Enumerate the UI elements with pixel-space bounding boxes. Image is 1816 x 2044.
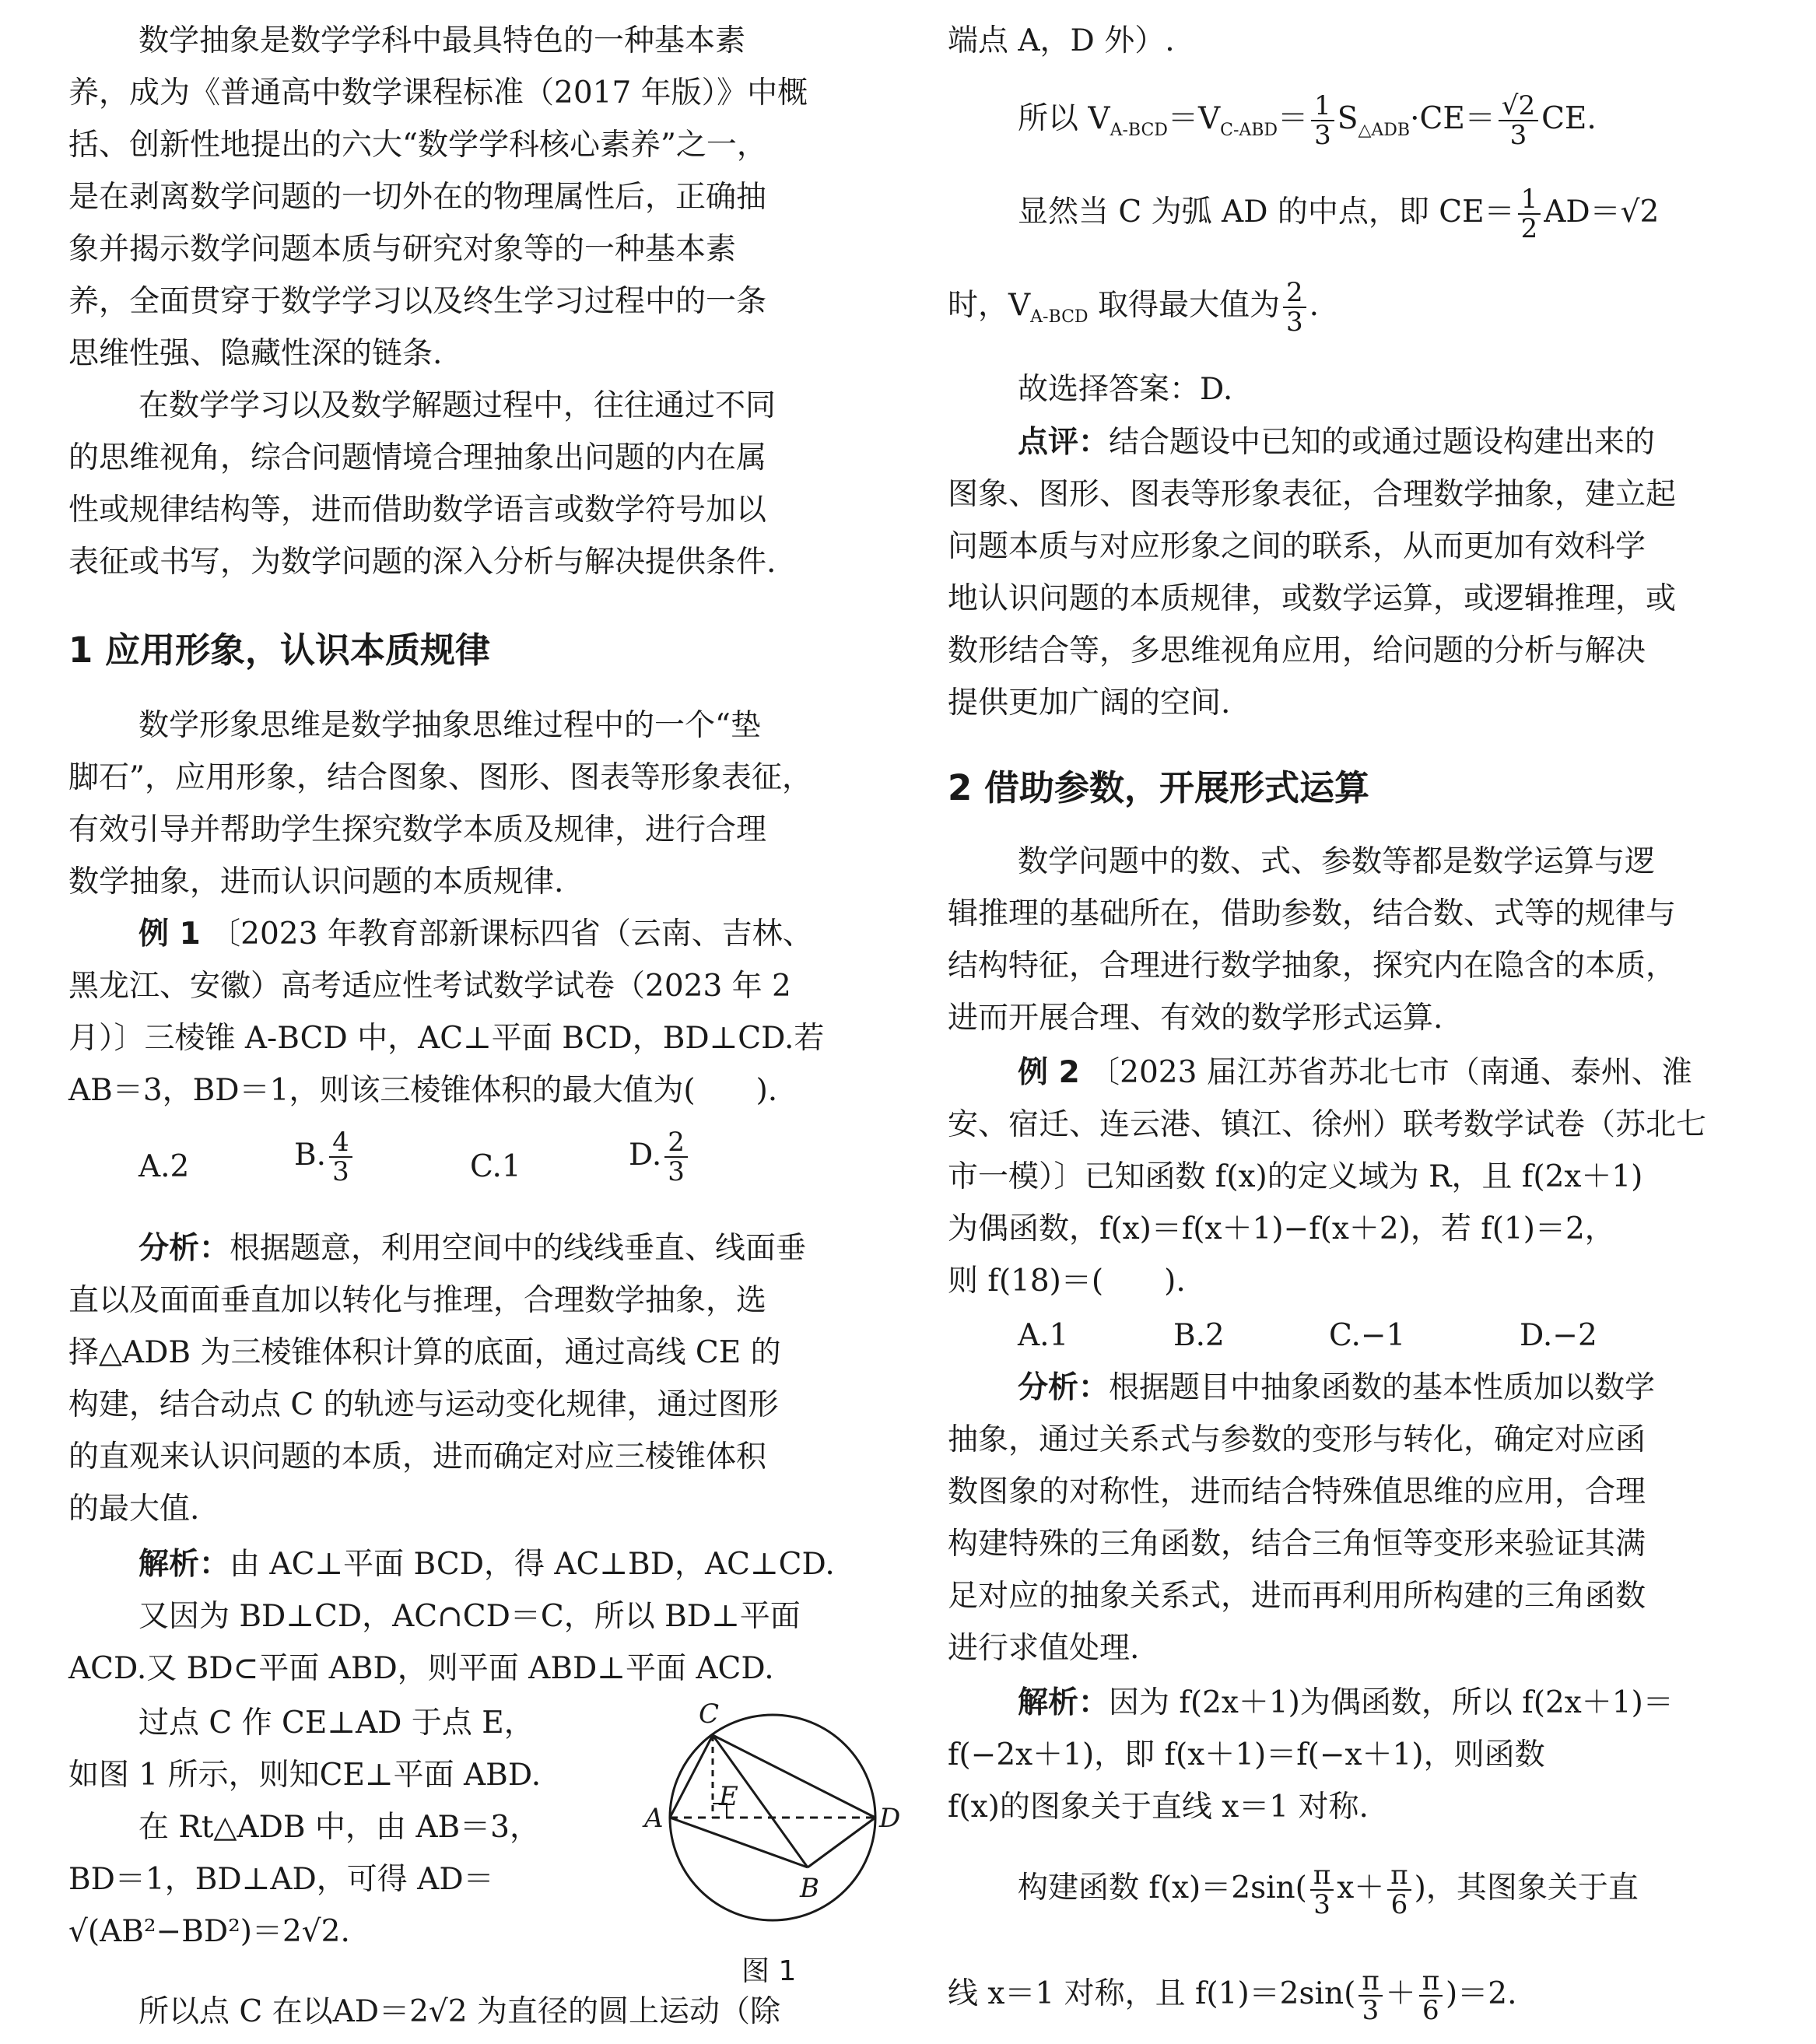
solution-line: [1018, 1685, 1674, 1721]
formula-part: ＋: [1385, 1976, 1416, 2011]
fraction: [1419, 1967, 1443, 2025]
formula-part: S: [1337, 101, 1358, 136]
fraction: [329, 1128, 352, 1186]
text-line: 括、创新性地提出的六大“数学学科核心素养”之一，: [68, 128, 767, 163]
text-line: 直以及面面垂直加以转化与推理，合理数学抽象，选: [68, 1283, 767, 1318]
text-line: 问题本质与对应形象之间的联系，从而更加有效科学: [948, 529, 1646, 564]
example-label: 例 2: [1018, 1055, 1080, 1090]
subscript: C-ABD: [1220, 120, 1278, 140]
fraction-num: 1: [1311, 92, 1334, 121]
text-line: 数学形象思维是数学抽象思维过程中的一个“垫: [138, 708, 761, 743]
text-line: 的思维视角，综合问题情境合理抽象出问题的内在属: [68, 440, 767, 475]
comment-line: [1018, 425, 1655, 461]
formula-part: )，其图象关于直: [1414, 1870, 1639, 1906]
fraction: [664, 1128, 688, 1186]
fraction-den: 2: [1520, 213, 1538, 244]
text-line: 黑龙江、安徽）高考适应性考试数学试卷（2023 年 2: [68, 969, 791, 1004]
choice-c: C.1: [470, 1149, 521, 1184]
analysis-label: 分析：: [1018, 1370, 1110, 1405]
text-line: 脚石”，应用形象，结合图象、图形、图表等形象表征，: [68, 760, 812, 795]
formula-part: AD＝√2: [1544, 195, 1660, 230]
fraction-den: 3: [332, 1156, 349, 1187]
example-line: [138, 917, 813, 952]
text-line: AB＝3，BD＝1，则该三棱锥体积的最大值为( ).: [68, 1073, 778, 1108]
example-text: 〔2023 届江苏省苏北七市（南通、泰州、淮: [1089, 1055, 1692, 1090]
formula-part: ＝: [1278, 101, 1309, 136]
fraction-den: 6: [1390, 1889, 1408, 1920]
text-line: 安、宿迁、连云港、镇江、徐州）联考数学试卷（苏北七: [948, 1107, 1707, 1142]
solution-text: 因为 f(2x＋1)为偶函数，所以 f(2x＋1)＝: [1109, 1685, 1674, 1720]
example-line: [1018, 1055, 1692, 1091]
example-label: 例 1: [138, 917, 201, 952]
analysis-text: 根据题意，利用空间中的线线垂直、线面垂: [230, 1231, 807, 1266]
formula-line: [1018, 1861, 1639, 1919]
section-heading: 2 借助参数，开展形式运算: [948, 767, 1369, 808]
text-line: 数学抽象是数学学科中最具特色的一种基本素: [138, 23, 746, 58]
formula-line: [1018, 92, 1597, 149]
label-c: C: [699, 1699, 720, 1730]
text-line: 择△ADB 为三棱锥体积计算的底面，通过高线 CE 的: [68, 1335, 781, 1370]
section-heading: 1 应用形象，认识本质规律: [68, 629, 490, 671]
text-line: 数学问题中的数、式、参数等都是数学运算与逻: [1018, 844, 1656, 879]
text-line: 有效引导并帮助学生探究数学本质及规律，进行合理: [68, 812, 767, 847]
edge-ab: [670, 1818, 808, 1867]
text-line: 的最大值.: [68, 1492, 200, 1527]
text-line: 养，全面贯穿于数学学习以及终生学习过程中的一条: [68, 284, 767, 319]
text-line: 市一模）〕已知函数 f(x)的定义域为 R，且 f(2x＋1): [948, 1159, 1643, 1194]
fraction: [1518, 185, 1541, 243]
text-line: 抽象，通过关系式与参数的变形与转化，确定对应函: [948, 1422, 1646, 1457]
text-line: 数学抽象，进而认识问题的本质规律.: [68, 864, 564, 899]
text-line: 思维性强、隐藏性深的链条.: [68, 336, 443, 371]
formula-part: x＋: [1337, 1870, 1385, 1906]
text-line: 构建，结合动点 C 的轨迹与运动变化规律，通过图形: [68, 1387, 779, 1422]
subscript: △ADB: [1358, 120, 1411, 140]
text-line: 数形结合等，多思维视角应用，给问题的分析与解决: [948, 633, 1646, 668]
text-line: 过点 C 作 CE⊥AD 于点 E，: [138, 1706, 535, 1741]
fraction-den: 3: [1313, 1889, 1330, 1920]
solution-text: 由 AC⊥平面 BCD，得 AC⊥BD，AC⊥CD.: [230, 1547, 835, 1582]
text-line: f(−2x＋1)，即 f(x＋1)＝f(−x＋1)，则函数: [948, 1737, 1545, 1772]
text-line: 养，成为《普通高中数学课程标准（2017 年版）》中概: [68, 75, 808, 110]
choice-c: C.−1: [1329, 1318, 1406, 1353]
text-line: 性或规律结构等，进而借助数学语言或数学符号加以: [68, 493, 767, 528]
text-line: 构建特殊的三角函数，结合三角恒等变形来验证其满: [948, 1527, 1646, 1562]
choice-d: [629, 1128, 691, 1186]
text-line: 足对应的抽象关系式，进而再利用所构建的三角函数: [948, 1579, 1646, 1614]
solution-label: 解析：: [1018, 1685, 1110, 1720]
text-line: 的直观来认识问题的本质，进而确定对应三棱锥体积: [68, 1439, 767, 1474]
fraction-den: 6: [1422, 1995, 1439, 2026]
text-line: 所以点 C 在以AD＝2√2 为直径的圆上运动（除: [138, 1994, 780, 2029]
label-e: E: [719, 1781, 738, 1812]
fraction: [1311, 92, 1334, 149]
formula-part: CE.: [1541, 101, 1597, 136]
text-line: 象并揭示数学问题本质与研究对象等的一种基本素: [68, 232, 737, 267]
choice-a: A.2: [138, 1149, 190, 1184]
text-line: ACD.又 BD⊂平面 ABD，则平面 ABD⊥平面 ACD.: [68, 1651, 774, 1686]
fraction-num: 2: [664, 1128, 688, 1158]
text-line: 图象、图形、图表等形象表征，合理数学抽象，建立起: [948, 477, 1677, 512]
fraction-den: 3: [1314, 120, 1331, 151]
edge-ac: [670, 1735, 713, 1818]
fraction-den: 3: [1362, 1995, 1380, 2026]
text-line: 又因为 BD⊥CD，AC∩CD＝C，所以 BD⊥平面: [138, 1599, 801, 1634]
fraction: [1310, 1861, 1334, 1919]
fraction-num: π: [1419, 1967, 1443, 1997]
fraction: [1283, 279, 1306, 336]
label-d: D: [879, 1803, 901, 1834]
fraction: [1499, 92, 1538, 149]
text-line: √(AB²−BD²)＝2√2.: [68, 1914, 350, 1949]
text-line: 在数学学习以及数学解题过程中，往往通过不同: [138, 388, 777, 423]
fraction-num: 2: [1283, 279, 1306, 308]
choice-a: A.1: [1018, 1318, 1069, 1353]
analysis-label: 分析：: [138, 1231, 230, 1266]
formula-part: 时，V: [948, 288, 1031, 323]
text-line: BD＝1，BD⊥AD，可得 AD＝: [68, 1862, 494, 1897]
fraction-num: π: [1387, 1861, 1411, 1891]
text-line: 端点 A，D 外）.: [948, 23, 1175, 58]
figure-caption: 图 1: [741, 1955, 797, 1987]
fraction: [1387, 1861, 1411, 1919]
choice-b-prefix: B.: [294, 1138, 327, 1173]
formula-part: 线 x＝1 对称，且 f(1)＝2sin(: [948, 1976, 1356, 2011]
label-b: B: [800, 1873, 819, 1904]
formula-line: [948, 1967, 1516, 2025]
formula-part: ＝V: [1167, 101, 1221, 136]
formula-part: 显然当 C 为弧 AD 的中点，即 CE＝: [1018, 195, 1515, 230]
text-line: 结构特征，合理进行数学抽象，探究内在隐含的本质，: [948, 948, 1677, 983]
text-line: 则 f(18)＝( ).: [948, 1264, 1186, 1299]
fraction-num: π: [1310, 1861, 1334, 1891]
analysis-line: [1018, 1370, 1655, 1406]
label-a: A: [644, 1803, 664, 1834]
fraction-num: √2: [1499, 92, 1538, 121]
text-line: 数图象的对称性，进而结合特殊值思维的应用，合理: [948, 1474, 1646, 1509]
comment-text: 结合题设中已知的或通过题设构建出来的: [1109, 425, 1656, 460]
formula-part: ·CE＝: [1410, 101, 1495, 136]
formula-part: .: [1309, 288, 1319, 323]
subscript: A-BCD: [1110, 120, 1168, 140]
fraction-num: 1: [1518, 185, 1541, 215]
text-line: 进而开展合理、有效的数学形式运算.: [948, 1001, 1443, 1036]
example-text: 〔2023 年教育部新课标四省（云南、吉林、: [210, 917, 813, 952]
comment-label: 点评：: [1018, 425, 1110, 460]
text-line: 在 Rt△ADB 中，由 AB＝3，: [138, 1810, 540, 1845]
fraction-den: 3: [1509, 120, 1527, 151]
fraction-den: 3: [1285, 307, 1303, 338]
text-line: 如图 1 所示，则知CE⊥平面 ABD.: [68, 1758, 542, 1793]
formula-part: 构建函数 f(x)＝2sin(: [1018, 1870, 1307, 1906]
text-line: 辑推理的基础所在，借助参数，结合数、式等的规律与: [948, 896, 1677, 931]
fraction-den: 3: [668, 1156, 685, 1187]
text-line: 表征或书写，为数学问题的深入分析与解决提供条件.: [68, 545, 777, 580]
subscript: A-BCD: [1030, 307, 1089, 327]
formula-line: [1018, 185, 1659, 243]
fraction: [1358, 1967, 1382, 2025]
text-line: f(x)的图象关于直线 x＝1 对称.: [948, 1790, 1369, 1825]
choice-b: [294, 1128, 356, 1186]
analysis-line: [138, 1231, 806, 1267]
analysis-text: 根据题目中抽象函数的基本性质加以数学: [1109, 1370, 1656, 1405]
formula-line: [948, 279, 1319, 336]
formula-part: 所以 V: [1018, 101, 1110, 136]
solution-line: [138, 1547, 835, 1583]
formula-part: 取得最大值为: [1088, 288, 1280, 323]
choice-d: D.−2: [1520, 1318, 1597, 1353]
solution-label: 解析：: [138, 1547, 230, 1582]
fraction-num: π: [1358, 1967, 1382, 1997]
text-line: 地认识问题的本质规律，或数学运算，或逻辑推理，或: [948, 581, 1677, 616]
text-line: 是在剥离数学问题的一切外在的物理属性后，正确抽: [68, 180, 767, 215]
fraction-num: 4: [329, 1128, 352, 1158]
text-line: 进行求值处理.: [948, 1631, 1140, 1666]
figure-1-diagram: [613, 1688, 909, 1945]
text-line: 提供更加广阔的空间.: [948, 685, 1231, 720]
formula-part: )＝2.: [1446, 1976, 1517, 2011]
text-line: 月）〕三棱锥 A-BCD 中，AC⊥平面 BCD，BD⊥CD.若: [68, 1021, 825, 1056]
choice-d-prefix: D.: [629, 1138, 662, 1173]
text-line: 为偶函数，f(x)＝f(x＋1)−f(x＋2)，若 f(1)＝2，: [948, 1211, 1615, 1246]
choice-b: B.2: [1173, 1318, 1225, 1353]
text-line: 故选择答案：D.: [1018, 372, 1233, 407]
